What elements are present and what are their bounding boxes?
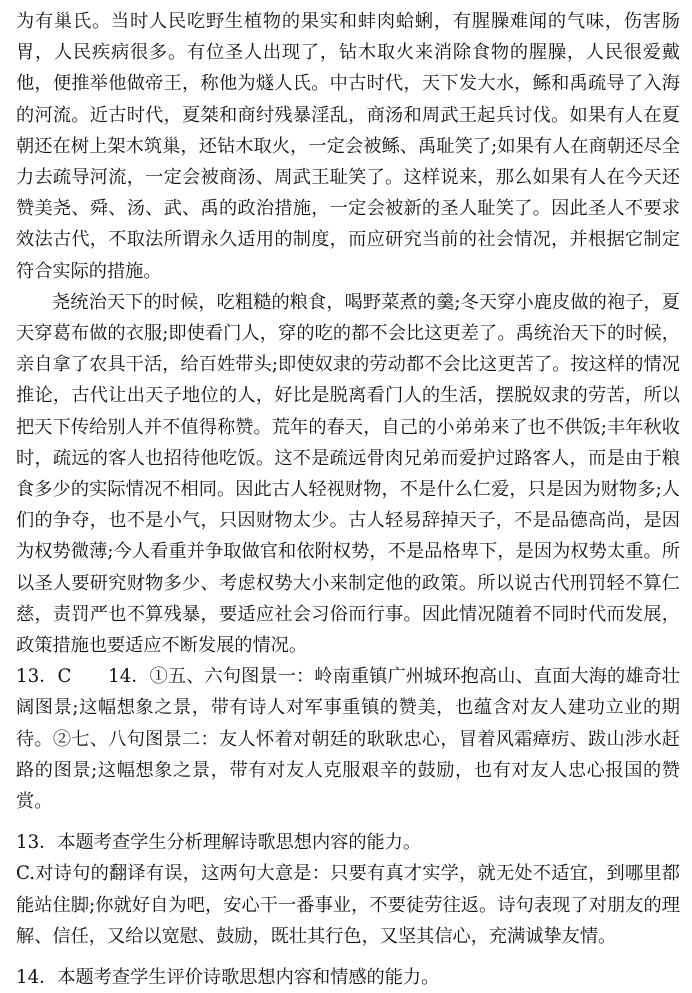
analysis-14-title: 14．本题考查学生评价诗歌思想内容和情感的能力。 (16, 967, 440, 989)
translation-paragraph-2: 尧统治天下的时候，吃粗糙的粮食，喝野菜煮的羹;冬天穿小鹿皮做的袍子，夏天穿葛布做的衣服;即使看门人，穿的吃的都不会比这更差了。禹统治天下的时候，亲自拿了农具干活，给百姓带头;即使奴隶的劳动都不会比这更苦了。按这样的情况推论，古代让出天子地位的人，好比是脱离看门人的生活，摆脱奴隶的劳苦，所以把天下传给别人并不值得称赞。荒年的春天，自己的小弟弟来了也不供饭;丰年秋收时，疏远的客人也招待他吃饭。这不是疏远骨肉兄弟而爱护过路客人，而是由于粮食多少的实际情况不相同。因此古人轻视财物，不是什么仁爱，只是因为财物多;人们的争夺，也不是小气，只因财物太少。古人轻易辞掉天子，不是品德高尚，是因为权势微薄;今人看重并争取做官和依附权势，不是品格卑下，是因为权势太重。所以圣人要研究财物多少、考虑权势大小来制定他的政策。所以说古代刑罚轻不算仁慈，责罚严也不算残暴，要适应社会习俗而行事。因此情况随着不同时代而发展，政策措施也要适应不断发展的情况。 (16, 291, 680, 657)
section-gap (16, 952, 680, 962)
analysis-13-title: 13．本题考查学生分析理解诗歌思想内容的能力。 (16, 832, 422, 854)
section-gap (16, 817, 680, 827)
answer-key-13-14: 13．C 14．①五、六句图景一：岭南重镇广州城环抱高山、直面大海的雄奇壮阔图景;这幅想象之景，带有诗人对军事重镇的赞美，也蕴含对友人建功立业的期待。②七、八句图景二：友人怀着对朝廷的耿耿忠心，冒着风霜瘴疠、跋山涉水赶路的图景;这幅想象之景，带有对友人克服艰辛的鼓励，也有对友人忠心报国的赞赏。 (16, 666, 680, 813)
translation-paragraph-1: 为有巢氏。当时人民吃野生植物的果实和蚌肉蛤蜊，有腥臊难闻的气味，伤害肠胃，人民疾病很多。有位圣人出现了，钻木取火来消除食物的腥臊，人民很爱戴他，便推举他做帝王，称他为燧人氏。中古时代，天下发大水，鲧和禹疏导了入海的河流。近古时代，夏桀和商纣残暴淫乱，商汤和周武王起兵讨伐。如果有人在夏朝还在树上架木筑巢，还钻木取火，一定会被鲧、禹耻笑了;如果有人在商朝还尽全力去疏导河流，一定会被商汤、周武王耻笑了。这样说来，那么如果有人在今天还赞美尧、舜、汤、武、禹的政治措施，一定会被新的圣人耻笑了。因此圣人不要求效法古代，不取法所谓永久适用的制度，而应研究当前的社会情况，并根据它制定符合实际的措施。 (16, 11, 680, 282)
analysis-13-body: C.对诗句的翻译有误，这两句大意是：只要有真才实学，就无处不适宜，到哪里都能站住脚;你就好自为吧，安心干一番事业，不要徒劳往返。诗句表现了对朋友的理解、信任，又给以宽慰、鼓励，既壮其行色，又坚其信心，充满诚挚友情。 (16, 863, 680, 947)
